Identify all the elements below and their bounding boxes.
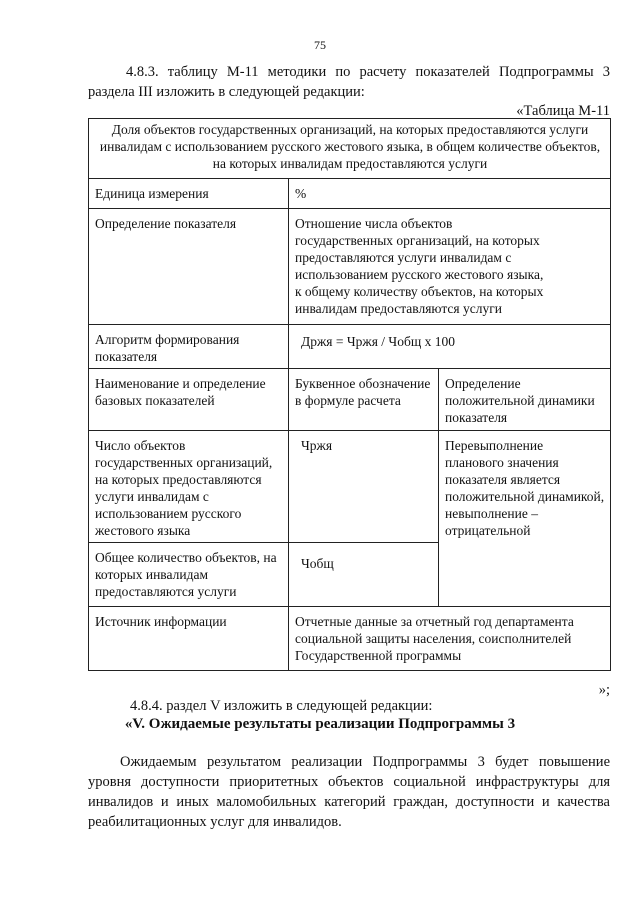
- indicator-table: [88, 118, 611, 671]
- algorithm-label: Алгоритм формирования показателя: [89, 325, 289, 369]
- base-header-dynamics: Определение положительной динамики показателя: [439, 369, 611, 431]
- base-row-name: Общее количество объектов, на которых инвалидам предоставляются услуги: [89, 543, 289, 607]
- definition-value: Отношение числа объектов государственных организаций, на которых предоставляются услуги инвалидам с использованием русского жестового языка, к общему количеству объектов, на которых инвалидам предоставляются услуги: [289, 209, 611, 325]
- source-value: Отчетные данные за отчетный год департамента социальной защиты населения, соисполнителей Государственной программы: [289, 607, 611, 671]
- base-header-symbol: Буквенное обозначение в формуле расчета: [289, 369, 439, 431]
- page-number: 75: [314, 38, 326, 52]
- table-title: Доля объектов государственных организаций, на которых предоставляются услуги инвалидам с использованием русского жестового языка, в общем количестве объектов, на которых инвалидам предоставляются услуги: [89, 119, 611, 179]
- intro-text: 4.8.3. таблицу М-11 методики по расчету показателей Подпрограммы 3 раздела III изложить в следующей редакции:: [88, 64, 610, 100]
- base-row-symbol: Чобщ: [289, 543, 439, 607]
- unit-label: Единица измерения: [89, 179, 289, 209]
- base-row-symbol: Чржя: [289, 431, 439, 543]
- table-caption: «Таблица М-11: [516, 103, 610, 119]
- source-label: Источник информации: [89, 607, 289, 671]
- definition-label: Определение показателя: [89, 209, 289, 325]
- table-close-quote: »;: [598, 682, 610, 698]
- closing-paragraph: [88, 752, 610, 832]
- intro-paragraph: [88, 62, 610, 102]
- unit-value: %: [289, 179, 611, 209]
- closing-text: Ожидаемым результатом реализации Подпрограммы 3 будет повышение уровня доступности приоритетных объектов социальной инфраструктуры для инвалидов и иных маломобильных категорий граждан, доступности и качества реабилитационных услуг для инвалидов.: [88, 754, 610, 830]
- base-row-name: Число объектов государственных организаций, на которых предоставляются услуги инвалидам с использованием русского жестового языка: [89, 431, 289, 543]
- section-title: «V. Ожидаемые результаты реализации Подпрограммы 3: [124, 716, 516, 732]
- section-4-8-4: 4.8.4. раздел V изложить в следующей редакции:: [130, 698, 433, 714]
- dynamics-definition: Перевыполнение планового значения показателя является положительной динамикой, невыполнение – отрицательной: [439, 431, 611, 607]
- algorithm-formula: Држя = Чржя / Чобщ х 100: [289, 325, 611, 369]
- base-header-name: Наименование и определение базовых показателей: [89, 369, 289, 431]
